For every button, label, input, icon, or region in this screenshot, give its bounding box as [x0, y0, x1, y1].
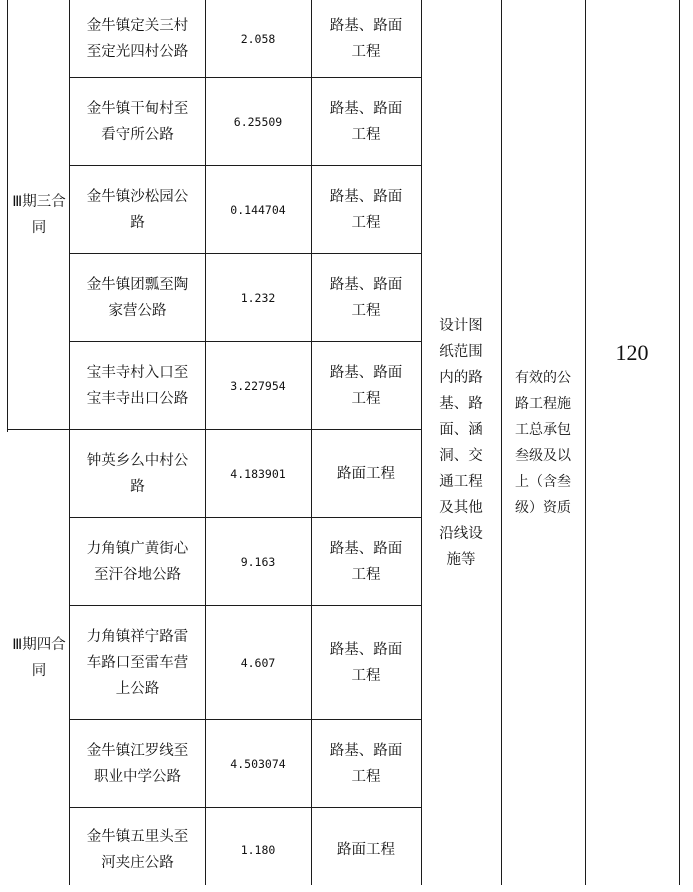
length-value: 0.144704: [230, 203, 286, 217]
table-border: [69, 253, 421, 254]
project-name-cell: [70, 78, 205, 166]
table-border: [205, 0, 206, 885]
length-value: 1.180: [240, 843, 276, 857]
length-cell: [205, 78, 311, 166]
work-type-cell: [311, 254, 421, 342]
table-border: [7, 429, 421, 430]
project-name: 钟英乡么中村公路: [86, 453, 189, 495]
table-border: [585, 0, 586, 885]
project-name: 宝丰寺村入口至宝丰寺出口公路: [86, 365, 189, 407]
work-type: 路基、路面工程: [329, 642, 403, 684]
work-type-cell: [311, 606, 421, 720]
duration-cell: [585, 0, 679, 705]
work-type-cell: [311, 518, 421, 606]
work-type-cell: [311, 808, 421, 892]
length-cell: [205, 0, 311, 78]
work-type: 路面工程: [337, 466, 395, 482]
work-type: 路基、路面工程: [329, 189, 403, 231]
work-type-cell: [311, 78, 421, 166]
group-label: Ⅲ期四合同: [12, 636, 66, 679]
length-cell: [205, 166, 311, 254]
project-name: 力角镇广黄街心至汗谷地公路: [86, 541, 189, 583]
length-cell: [205, 606, 311, 720]
project-name-cell: [70, 808, 205, 892]
length-value: 2.058: [240, 32, 276, 46]
length-value: 4.607: [240, 656, 276, 670]
table-border: [69, 165, 421, 166]
work-type: 路基、路面工程: [329, 18, 403, 60]
project-name: 力角镇祥宁路雷车路口至雷车营上公路: [86, 629, 189, 697]
work-type: 路基、路面工程: [329, 743, 403, 785]
project-name-cell: [70, 430, 205, 518]
length-value: 9.163: [240, 555, 276, 569]
length-value: 1.232: [240, 291, 276, 305]
work-type: 路基、路面工程: [329, 277, 403, 319]
project-name-cell: [70, 518, 205, 606]
project-name-cell: [70, 606, 205, 720]
work-type-cell: [311, 430, 421, 518]
project-name: 金牛镇团瓢至陶家营公路: [86, 277, 189, 319]
work-type: 路基、路面工程: [329, 365, 403, 407]
length-value: 3.227954: [230, 379, 286, 393]
length-value: 6.25509: [233, 115, 283, 129]
length-cell: [205, 720, 311, 808]
construction-scope-cell: [421, 0, 501, 885]
table-border: [501, 0, 502, 885]
work-type: 路基、路面工程: [329, 541, 403, 583]
table-border: [69, 719, 421, 720]
duration-days: 120: [615, 339, 649, 365]
length-cell: [205, 518, 311, 606]
qualification-cell: [501, 0, 585, 885]
project-name-cell: [70, 0, 205, 78]
project-name-cell: [70, 342, 205, 430]
length-cell: [205, 254, 311, 342]
project-name: 金牛镇五里头至河夹庄公路: [86, 829, 189, 871]
table-border: [69, 605, 421, 606]
table-border: [69, 517, 421, 518]
work-type-cell: [311, 720, 421, 808]
table-border: [69, 77, 421, 78]
length-value: 4.183901: [230, 467, 286, 481]
group-label: Ⅲ期三合同: [12, 194, 66, 236]
project-name: 金牛镇干甸村至看守所公路: [86, 101, 189, 143]
length-cell: [205, 808, 311, 892]
length-cell: [205, 430, 311, 518]
work-type: 路面工程: [337, 842, 395, 858]
group-cell-2: [8, 430, 70, 885]
length-value: 4.503074: [230, 757, 286, 771]
project-name: 金牛镇沙松园公路: [86, 189, 189, 231]
construction-scope: 设计图纸范围内的路基、路面、涵洞、交通工程及其他沿线设施等: [439, 317, 483, 568]
work-type-cell: [311, 342, 421, 430]
project-name-cell: [70, 720, 205, 808]
table-border: [69, 341, 421, 342]
table-border: [69, 807, 421, 808]
project-name-cell: [70, 166, 205, 254]
group-cell-1: [8, 0, 70, 430]
project-name-cell: [70, 254, 205, 342]
length-cell: [205, 342, 311, 430]
qualification-requirement: 有效的公路工程施工总承包叁级及以上（含叁级）资质: [515, 369, 571, 516]
table-border: [679, 0, 680, 885]
table-border: [311, 0, 312, 885]
table-border: [421, 0, 422, 885]
work-type: 路基、路面工程: [329, 101, 403, 143]
project-name: 金牛镇江罗线至职业中学公路: [86, 743, 189, 785]
work-type-cell: [311, 0, 421, 78]
table-border: [69, 0, 70, 885]
work-type-cell: [311, 166, 421, 254]
project-name: 金牛镇定关三村至定光四村公路: [86, 18, 189, 60]
table-border: [7, 0, 8, 432]
